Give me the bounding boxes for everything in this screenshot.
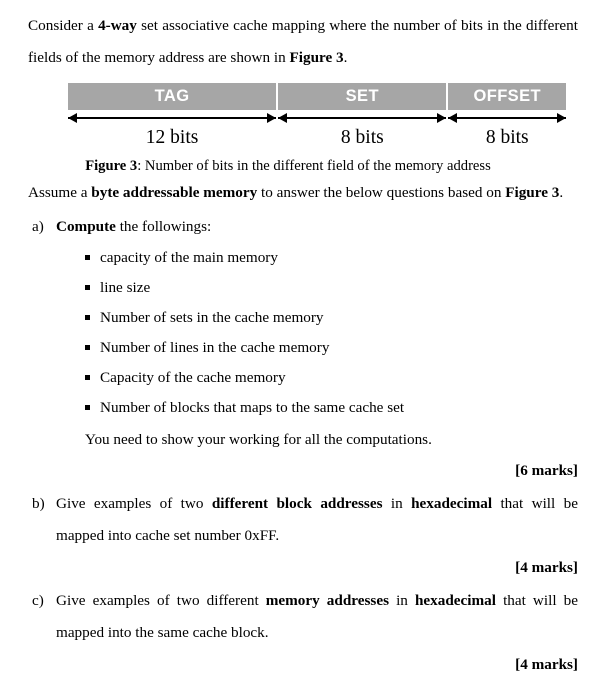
list-item — [85, 333, 578, 363]
question-a-note: You need to show your working for all the computations. — [85, 431, 432, 448]
emphasis-text: hexadecimal — [414, 592, 496, 609]
body-text: the followings: — [115, 218, 212, 235]
field-cell-tag: TAG — [68, 83, 276, 110]
body-text: . — [343, 49, 348, 66]
question-c-marks: [4 marks] — [515, 656, 578, 673]
list-item-label: Number of lines in the cache memory — [100, 339, 330, 356]
body-text: . — [559, 184, 564, 201]
body-text: set associative cache mapping where the number of bits in the different fields of the memory address are shown in — [28, 17, 578, 66]
list-item-label: Number of sets in the cache memory — [100, 309, 324, 326]
arrow-line — [68, 117, 276, 119]
figure-caption-text: : Number of bits in the different field of the memory address — [137, 158, 491, 174]
bits-label-tag: 12 bits — [145, 127, 199, 148]
body-text: that will be mapped into cache set number 0xFF. — [56, 495, 578, 544]
question-b — [28, 488, 578, 552]
square-bullet-icon — [85, 375, 90, 380]
emphasis-text: Figure 3 — [289, 49, 344, 66]
emphasis-text: different block addresses — [211, 495, 383, 512]
question-b-marker: b) — [32, 495, 45, 512]
body-text: Consider a — [28, 17, 99, 34]
emphasis-text: byte addressable memory — [91, 184, 258, 201]
question-c-text — [56, 585, 578, 649]
square-bullet-icon — [85, 285, 90, 290]
body-text: to answer the below questions based on — [257, 184, 506, 201]
list-item-label: capacity of the main memory — [100, 249, 278, 266]
square-bullet-icon — [85, 315, 90, 320]
body-text: that will be mapped into the same cache block. — [56, 592, 578, 641]
arrow-line — [278, 117, 446, 119]
list-item — [85, 303, 578, 333]
intro-paragraph — [28, 0, 578, 74]
emphasis-text: hexadecimal — [411, 495, 493, 512]
question-a-marks: [6 marks] — [515, 462, 578, 479]
body-text: Assume a — [28, 184, 92, 201]
question-b-text — [56, 488, 578, 552]
list-item — [85, 393, 578, 423]
emphasis-text: Figure 3 — [505, 184, 560, 201]
arrow-head-left-icon — [278, 113, 287, 123]
question-c — [28, 585, 578, 649]
address-field-bar — [68, 83, 566, 110]
square-bullet-icon — [85, 345, 90, 350]
emphasis-text: Compute — [56, 218, 116, 235]
square-bullet-icon — [85, 255, 90, 260]
figure-caption — [28, 155, 578, 177]
question-b-marks: [4 marks] — [515, 559, 578, 576]
body-text: Give examples of two — [56, 495, 212, 512]
arrow-offset — [448, 113, 566, 124]
question-a-text — [56, 211, 578, 243]
list-item-label: Capacity of the cache memory — [100, 369, 286, 386]
field-cell-set: SET — [278, 83, 446, 110]
emphasis-text: memory addresses — [265, 592, 389, 609]
figure-caption-label: Figure 3 — [85, 158, 138, 174]
arrow-head-right-icon — [267, 113, 276, 123]
field-width-labels — [68, 124, 566, 151]
square-bullet-icon — [85, 405, 90, 410]
bits-label-offset: 8 bits — [485, 127, 529, 148]
arrow-line — [448, 117, 566, 119]
emphasis-text: 4-way — [98, 17, 137, 34]
body-text: Give examples of two different — [56, 592, 266, 609]
body-text: in — [388, 592, 415, 609]
arrow-head-left-icon — [68, 113, 77, 123]
bits-label-set: 8 bits — [340, 127, 384, 148]
list-item-label: Number of blocks that maps to the same cache set — [100, 399, 405, 416]
arrow-set — [278, 113, 446, 124]
question-c-marker: c) — [32, 592, 44, 609]
memory-address-figure — [28, 83, 578, 151]
list-item-label: line size — [100, 279, 151, 296]
question-a-bullet-list — [28, 243, 578, 423]
list-item — [85, 273, 578, 303]
field-width-arrows — [68, 113, 566, 124]
list-item — [85, 243, 578, 273]
body-text: in — [382, 495, 412, 512]
field-cell-offset: OFFSET — [448, 83, 566, 110]
assumption-paragraph — [28, 177, 578, 209]
list-item — [85, 363, 578, 393]
question-a-marker: a) — [32, 218, 44, 235]
arrow-head-right-icon — [557, 113, 566, 123]
arrow-head-left-icon — [448, 113, 457, 123]
arrow-tag — [68, 113, 276, 124]
arrow-head-right-icon — [437, 113, 446, 123]
question-a — [28, 211, 578, 243]
